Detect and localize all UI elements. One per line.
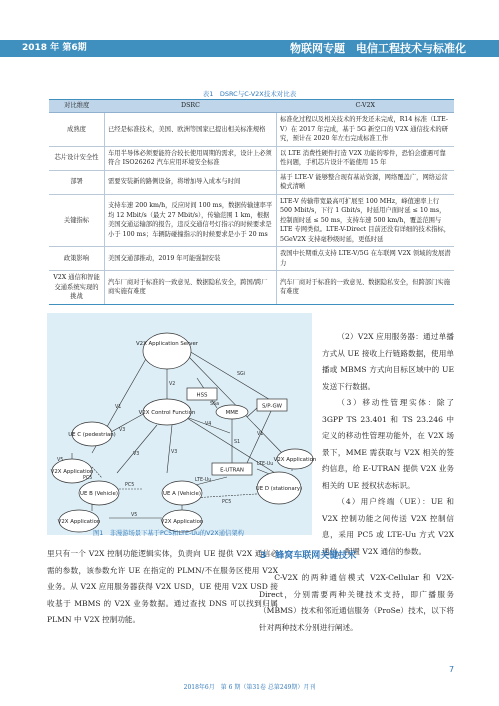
- section-body: [259, 570, 454, 636]
- table-row: [49, 146, 454, 170]
- paragraph: C-V2X 的两种通信模式 V2X-Cellular 和 V2X-Direct，分别需要两种关键技术支持，即广播服务（MBMS）技术和邻近通信服务（ProSe）技术，以下将针对两种技术分别进行阐述。: [259, 573, 454, 632]
- paragraph: （2）V2X 应用服务器：通过单播方式从 UE 接收上行链路数据，使用单播或 MBMS 方式向目标区域中的 UE 发送下行数据。: [322, 332, 454, 391]
- edge-pc5-cb: [92, 467, 102, 478]
- table-cell: 美国交通部推动，2019 年可能强制安装: [105, 247, 277, 271]
- table-cell: 芯片设计安全性: [49, 146, 105, 170]
- section-title: 3 蜂窝车联网关键技术: [260, 551, 357, 561]
- page-number: 7: [449, 665, 455, 674]
- edge-label: V1: [257, 432, 264, 437]
- edge-label: V5: [131, 513, 138, 518]
- edge-label: V3: [171, 450, 178, 455]
- table-cell: 基于 LTE-V 能够整合现有基站资源，网络覆盖广，网络运营模式清晰: [277, 170, 455, 194]
- left-column-text: [47, 546, 278, 629]
- column-header: 对比维度: [49, 100, 105, 113]
- edge-label: S1: [234, 440, 241, 445]
- node-label: UE D (stationary): [255, 486, 303, 492]
- table-row: [49, 194, 454, 247]
- column-title: 物联网专题 电信工程技术与标准化: [290, 42, 466, 55]
- node-label: S/P-GW: [261, 403, 283, 410]
- node-label: V2X Application: [160, 519, 204, 525]
- architecture-diagram: [47, 313, 317, 535]
- edge-label: V2: [169, 382, 176, 387]
- table-cell: 车用半导体必须要能符合较长使用周期的需求，设计上必须符合 ISO26262 汽车应用环境安全标准: [105, 146, 277, 170]
- edge-label: S6a: [210, 402, 220, 407]
- node-label: MME: [225, 410, 239, 416]
- table-cell: 已经是标准技术，美国、欧洲等国家已提出相关标准规格: [105, 113, 277, 147]
- edge-label: V1: [115, 405, 122, 410]
- edge-label: LTE-Uu: [195, 478, 212, 483]
- node-label: V2X Control Function: [138, 410, 196, 416]
- issue-number: 2018 年 第6期: [22, 43, 87, 53]
- table-cell: 关键指标: [49, 194, 105, 247]
- edge-label: V4: [205, 422, 212, 427]
- edge-label: SGi: [237, 372, 246, 377]
- table-cell: 需要安装新的路侧设备，将增加导入成本与时间: [105, 170, 277, 194]
- table-caption: 表1 DSRC与C-V2X技术对比表: [202, 90, 297, 98]
- node-label: E-UTRAN: [220, 467, 244, 474]
- node-label: V2X Application Server: [135, 341, 199, 347]
- node-label: V2X Application: [50, 469, 94, 475]
- table-cell: 以 LTE 消费性硬件打造 V2X 功能的零件，恐怕会遭遇可靠性问题，手机芯片设计不能使用 15 年: [277, 146, 455, 170]
- table-cell: 我国中长期重点支持 LTE-V/5G 在车联网 V2X 领域的发展潜力: [277, 247, 455, 271]
- node-label: UE C (pedestrian): [68, 432, 116, 438]
- node-label: UE A (Vehicle): [163, 491, 201, 497]
- table-row: [49, 271, 454, 305]
- table-cell: 汽车厂商对于标准的一致意见、数据隐私安全，但跨部门实施有难度: [277, 271, 455, 305]
- column-header: DSRC: [105, 100, 277, 113]
- footer: 2018年6月 第 6 期（第31卷 总第249期）月刊: [183, 684, 316, 691]
- edge-label: PC5: [83, 476, 93, 481]
- table-cell: 支持车速 200 km/h，反应时间 100 ms，数据传输速率平均 12 Mbit/s（最大 27 Mbit/s），传输范围 1 km，根据美国交通运输部的报告，违反交通信号灯指示的时候要求是小于 100 ms；车辆防碰撞指示的时候要求是小于 20 ms: [105, 194, 277, 247]
- table-row: [49, 170, 454, 194]
- edge-mme-gw: [247, 408, 257, 417]
- paragraph: （3）移动性管理实体：除了 3GPP TS 23.401 和 TS 23.246 中定义的移动性管理功能外，在 V2X 场景下，MME 需获取与 V2X 相关的签约信息，给 E-UTRAN 提供 V2X 业务相关的 UE 授权状态标识。: [322, 398, 454, 490]
- right-column-text: [322, 329, 454, 560]
- paragraph: （4）用户终端（UE）：UE 和 V2X 控制功能之间传送 V2X 控制信息，采用 PC5 或 LTE-Uu 方式 V2X 通信，配置 V2X 通信的参数。: [322, 497, 454, 556]
- edge-label: LTE-Uu: [257, 462, 274, 467]
- edge-label: V3: [119, 428, 126, 433]
- edge-label: PC5: [125, 483, 135, 488]
- table-cell: 部署: [49, 170, 105, 194]
- table-row: [49, 247, 454, 271]
- table-cell: 汽车厂商对于标准的一致意见、数据隐私安全，跨国/跨厂商实施有难度: [105, 271, 277, 305]
- table-cell: LTE-V 传输带宽最高可扩展至 100 MHz，峰值速率上行 500 Mbit/s，下行 1 Gbit/s，时延用户面时延 ≤ 10 ms，控制面时延 ≤ 50 ms，支持车速 500 km/h，覆盖范围与 LTE 专网类似。LTE-V-Direct 目前还没有详细的技术指标，5GeV2X 支持毫秒级时延，更低时延: [277, 194, 455, 247]
- table-row: [49, 113, 454, 147]
- node-app-server: [143, 333, 191, 369]
- edge-label: PC5: [222, 500, 232, 505]
- architecture-figure: [47, 313, 317, 535]
- edge-v3-a: [167, 425, 172, 473]
- node-label: HSS: [196, 392, 208, 399]
- node-label: UE B (Vehicle): [80, 491, 118, 497]
- comparison-table: [49, 99, 454, 305]
- table-cell: 成熟度: [49, 113, 105, 147]
- table-cell: 标准化过程以及相关技术的开发还未完成，R14 标准（LTE-V）在 2017 年完成，基于 5G 新空口的 V2X 通信技术的研究，预计在 2020 年左右完成标准工作: [277, 113, 455, 147]
- edge-label: V3: [133, 452, 140, 457]
- edge-label: V5: [57, 458, 64, 463]
- node-label: V2X Application: [57, 519, 101, 525]
- table-cell: V2X 通信和智能交通系统实现的挑战: [49, 271, 105, 305]
- paragraph: 里只有一个 V2X 控制功能逻辑实体，负责向 UE 提供 V2X 通信必需的参数，该参数允许 UE 在指定的 PLMN/不在服务区使用 V2X 业务。从 V2X 应用服务器获得 V2X USD，UE 使用 V2X USD 接收基于 MBMS 的 V2X 业务数据。通过查找 DNS 可以找到归属 PLMN 中 V2X 控制功能。: [47, 549, 278, 624]
- column-header: C-V2X: [277, 100, 455, 113]
- table-cell: 政策影响: [49, 247, 105, 271]
- figure-caption: 图1 非漫游场景下基于PC5和LTE-Uu的V2X通信架构: [93, 530, 244, 537]
- node-label: V2X Application: [273, 457, 317, 463]
